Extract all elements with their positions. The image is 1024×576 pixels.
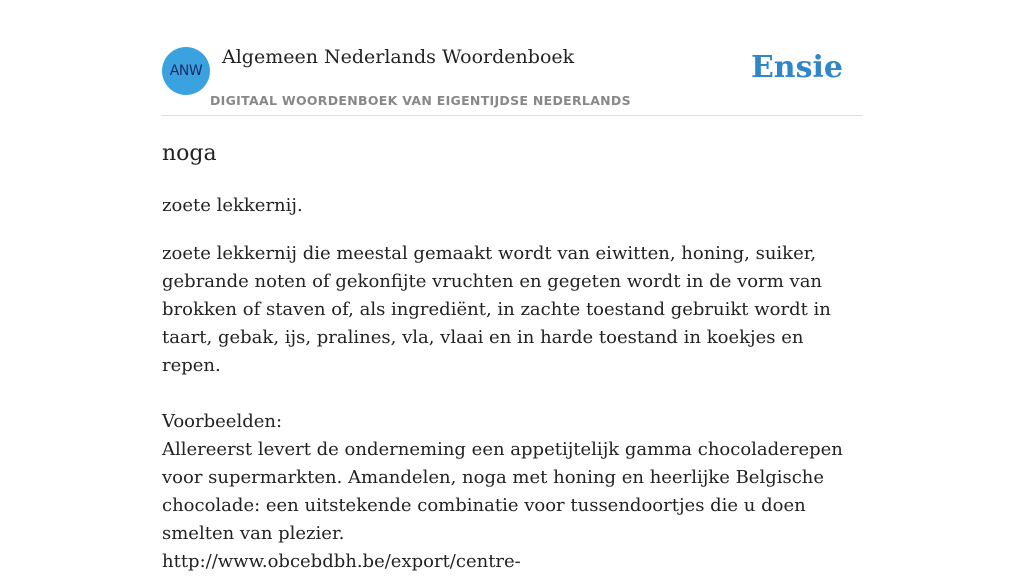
short-definition: zoete lekkernij. [162, 195, 303, 216]
site-header [162, 0, 862, 116]
long-definition: zoete lekkernij die meestal gemaakt wordt van eiwitten, honing, suiker, gebrande noten of gekonfijte vruchten en gegeten wordt in de vorm van brokken of staven of, als ingrediënt, in zachte toestand gebruikt wordt in taart, gebak, ijs, pralines, vla, vlaai en in harde toestand in koekjes en repen. [162, 243, 831, 376]
ensie-brand-link[interactable]: Ensie [750, 50, 843, 85]
anw-logo[interactable]: ANW [162, 47, 210, 95]
site-title[interactable]: Algemeen Nederlands Woordenboek [222, 46, 575, 68]
examples-label: Voorbeelden: [162, 411, 283, 432]
spacer [162, 380, 862, 408]
page-content [162, 0, 862, 572]
long-definition-block [162, 240, 862, 576]
site-subtitle: DIGITAAL WOORDENBOEK VAN EIGENTIJDSE NEDERLANDS [210, 93, 631, 108]
example-source-link[interactable]: http://www.obcebdbh.be/export/centre- [162, 551, 521, 572]
example-text: Allereerst levert de onderneming een appetijtelijk gamma chocoladerepen voor supermarkten. Amandelen, noga met honing en heerlijke Belgische chocolade: een uitstekende combinatie voor tussendoortjes die u doen smelten van plezier. [162, 439, 843, 544]
entry-headword: noga [162, 141, 217, 166]
